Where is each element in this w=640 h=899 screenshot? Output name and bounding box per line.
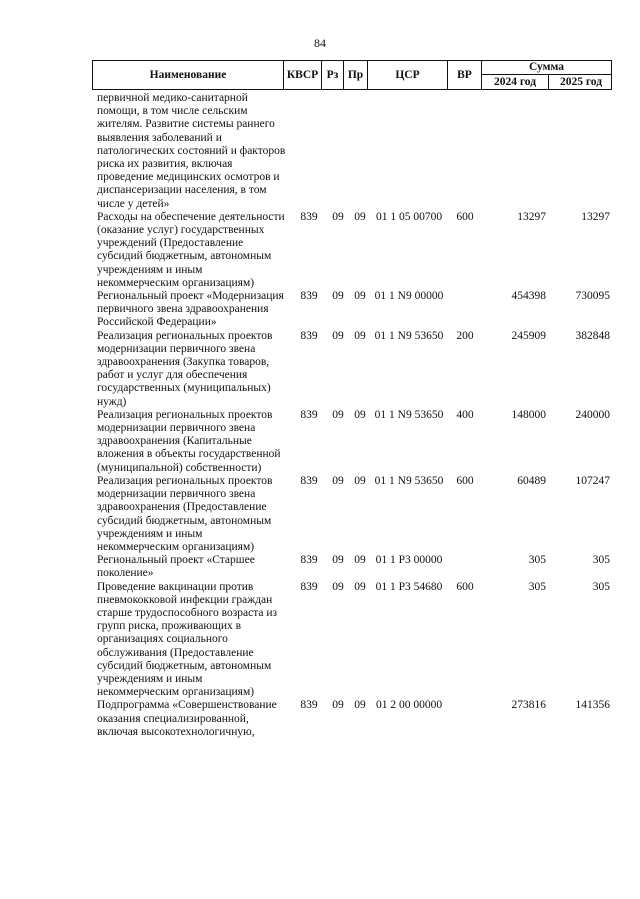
row-csr: 01 1 N9 53650 — [374, 474, 444, 487]
row-sum-2025: 107247 — [575, 474, 610, 487]
row-sum-2024: 454398 — [511, 290, 546, 303]
header-pr: Пр — [343, 61, 367, 89]
table-row — [0, 409, 640, 475]
table-row — [0, 581, 640, 700]
row-rz: 09 — [332, 329, 344, 342]
row-sum-2024: 13297 — [517, 210, 546, 223]
row-name: Реализация региональных проектов модернизации первичного звена здравоохранения (Предоставление субсидий бюджетным, автономным учреждениям и иным некоммерческим организациям) — [97, 474, 273, 553]
table-body — [0, 92, 640, 739]
row-pr: 09 — [354, 580, 366, 593]
row-csr: 01 1 N9 53650 — [374, 408, 444, 421]
row-vr: 600 — [456, 580, 474, 593]
row-kvsr: 839 — [300, 408, 318, 421]
row-name: Реализация региональных проектов модернизации первичного звена здравоохранения (Закупка товаров, работ и услуг для обеспечения государственных (муниципальных) нужд) — [97, 329, 273, 408]
row-sum-2025: 730095 — [575, 290, 610, 303]
row-name: Расходы на обеспечение деятельности (оказание услуг) государственных учреждений (Предоставление субсидий бюджетным, автономным учреждениям и иным некоммерческим организациям) — [97, 210, 285, 289]
row-name: Региональный проект «Старшее поколение» — [97, 554, 255, 580]
row-kvsr: 839 — [300, 329, 318, 342]
row-sum-2025: 240000 — [575, 408, 610, 421]
row-pr: 09 — [354, 554, 366, 567]
row-sum-2025: 13297 — [581, 210, 610, 223]
header-year-2024: 2024 год — [493, 76, 537, 88]
row-rz: 09 — [332, 408, 344, 421]
row-pr: 09 — [354, 290, 366, 303]
row-sum-2024: 305 — [528, 580, 546, 593]
row-csr: 01 2 00 00000 — [375, 699, 443, 712]
row-kvsr: 839 — [300, 554, 318, 567]
row-kvsr: 839 — [300, 474, 318, 487]
row-rz: 09 — [332, 474, 344, 487]
header-sum-group — [481, 61, 611, 89]
row-sum-2024: 305 — [528, 554, 546, 567]
row-vr: 600 — [456, 210, 474, 223]
header-name: Наименование — [149, 69, 227, 81]
row-pr: 09 — [354, 474, 366, 487]
header-year-2025: 2025 год — [548, 75, 613, 89]
table-header — [92, 60, 612, 90]
header-kvsr: КВСР — [283, 61, 321, 89]
row-kvsr: 839 — [300, 210, 318, 223]
row-sum-2025: 305 — [592, 580, 610, 593]
row-sum-2024: 245909 — [511, 329, 546, 342]
table-row — [0, 330, 640, 409]
row-vr: 600 — [456, 474, 474, 487]
row-name: Проведение вакцинации против пневмококковой инфекции граждан старше трудоспособного возраста из групп риска, проживающих в организациях социального обслуживания (Предоставление субсидий бюджетным, автономным учреждениям и иным некоммерческим организациям) — [97, 580, 278, 699]
header-sum: Сумма — [529, 61, 564, 73]
row-sum-2025: 141356 — [575, 699, 610, 712]
row-sum-2025: 305 — [592, 554, 610, 567]
table-row — [0, 554, 640, 580]
row-pr: 09 — [354, 699, 366, 712]
table-row — [0, 211, 640, 290]
row-pr: 09 — [354, 329, 366, 342]
header-rz: Рз — [321, 61, 343, 89]
table-row — [0, 699, 640, 739]
row-kvsr: 839 — [300, 290, 318, 303]
table-row — [0, 92, 640, 211]
row-name: Подпрограмма «Совершенствование оказания специализированной, включая высокотехнологичную, — [97, 699, 277, 738]
row-csr: 01 1 05 00700 — [375, 210, 443, 223]
row-rz: 09 — [332, 580, 344, 593]
row-rz: 09 — [332, 290, 344, 303]
row-csr: 01 1 N9 00000 — [374, 290, 444, 303]
table-row — [0, 475, 640, 554]
row-sum-2025: 382848 — [575, 329, 610, 342]
row-sum-2024: 273816 — [511, 699, 546, 712]
header-vr: ВР — [447, 61, 481, 89]
row-kvsr: 839 — [300, 699, 318, 712]
row-vr: 400 — [456, 408, 474, 421]
row-vr: 200 — [456, 329, 474, 342]
row-pr: 09 — [354, 210, 366, 223]
row-sum-2024: 60489 — [517, 474, 546, 487]
row-csr: 01 1 N9 53650 — [374, 329, 444, 342]
row-kvsr: 839 — [300, 580, 318, 593]
row-csr: 01 1 P3 00000 — [375, 554, 443, 567]
header-csr: ЦСР — [367, 61, 447, 89]
row-rz: 09 — [332, 554, 344, 567]
row-csr: 01 1 P3 54680 — [375, 580, 443, 593]
table-row — [0, 290, 640, 330]
row-name: Реализация региональных проектов модернизации первичного звена здравоохранения (Капитальные вложения в объекты государственной (муниципальной) собственности) — [97, 408, 281, 474]
page-number: 84 — [314, 36, 326, 50]
row-rz: 09 — [332, 699, 344, 712]
row-name: Региональный проект «Модернизация первичного звена здравоохранения Российской Федерации» — [97, 290, 284, 329]
row-pr: 09 — [354, 408, 366, 421]
row-name: первичной медико-санитарной помощи, в том числе сельским жителям. Развитие системы раннего выявления заболеваний и патологических состояний и факторов риска их развития, включая проведение медицинских осмотров и диспансеризации населения, в том числе у детей» — [97, 92, 286, 210]
row-sum-2024: 148000 — [511, 408, 546, 421]
row-rz: 09 — [332, 210, 344, 223]
